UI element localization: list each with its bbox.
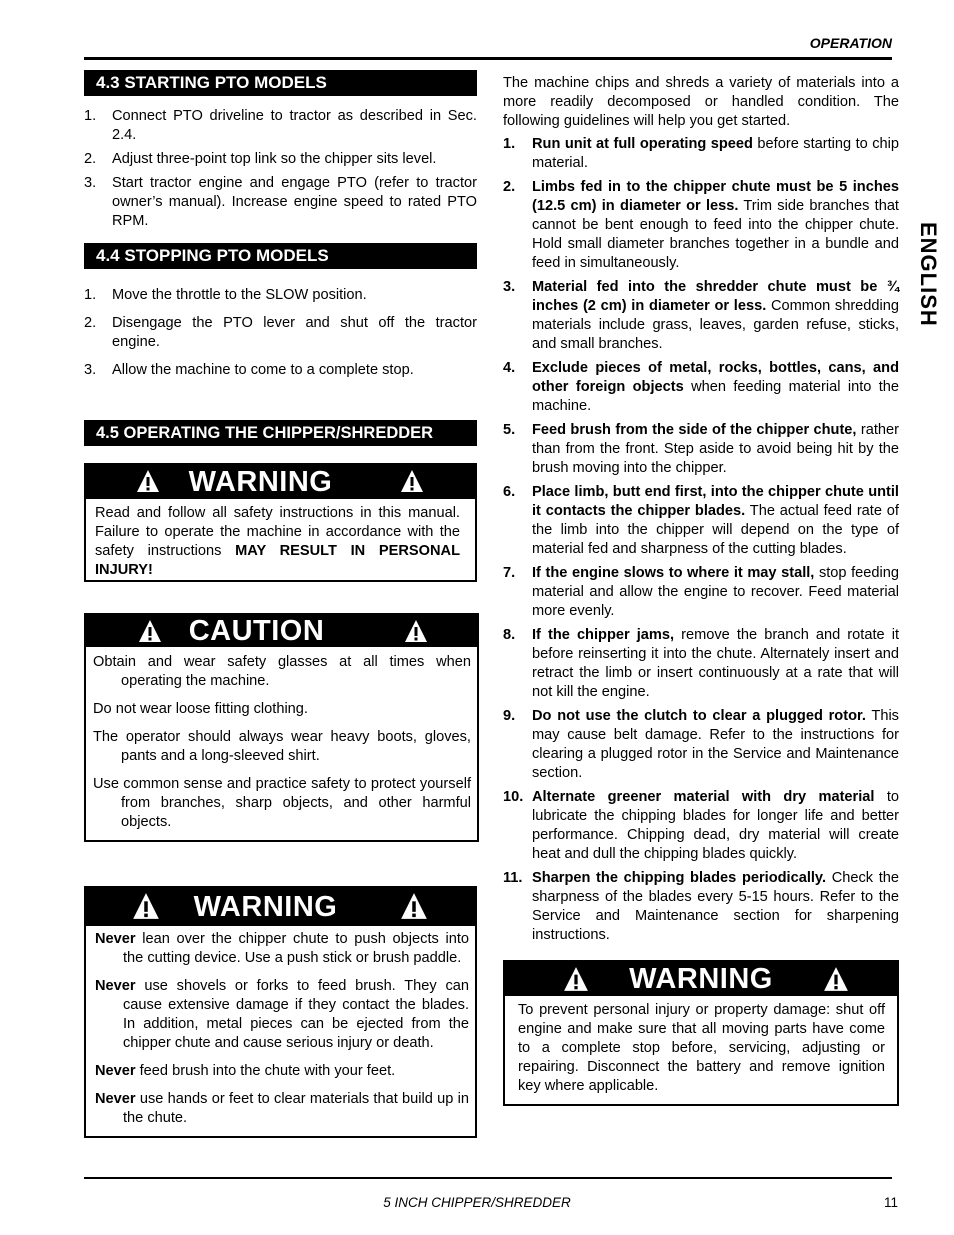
guideline-number: 4. — [503, 360, 516, 376]
warning-triangle-icon — [404, 619, 428, 643]
guideline-item — [503, 564, 899, 621]
list-item — [84, 314, 477, 352]
guideline-text: rather than from the front. Step aside to avoid being hit by the brush moving into the chipper. — [532, 422, 899, 476]
caution-item: Do not wear loose fitting clothing. — [93, 701, 308, 717]
caution-band — [86, 615, 477, 647]
caution-label: CAUTION — [188, 614, 325, 647]
warning-box-never — [84, 886, 477, 1138]
guideline-lead: Place limb, butt end first, into the chipper chute until it contacts the chipper blades. — [532, 484, 899, 519]
guideline-number: 6. — [503, 484, 516, 500]
caution-box — [84, 613, 479, 842]
list-item — [84, 286, 477, 305]
warning-band — [86, 888, 475, 926]
caution-item: The operator should always wear heavy boots, gloves, pants and a long-sleeved shirt. — [93, 729, 471, 764]
step-text: Start tractor engine and engage PTO (refer to tractor owner’s manual). Increase engine speed to rated PTO RPM. — [112, 175, 477, 229]
step-number: 1. — [84, 108, 97, 124]
footer-title: 5 INCH CHIPPER/SHREDDER — [383, 1195, 571, 1210]
step-number: 1. — [84, 287, 97, 303]
guideline-number: 2. — [503, 179, 516, 195]
guideline-text: Check the sharpness of the blades every 5-15 hours. Refer to the Service and Maintenance section for sharpening instructions. — [532, 870, 900, 943]
section-heading-4-3: 4.3 STARTING PTO MODELS — [84, 70, 477, 96]
step-text: Connect PTO driveline to tractor as described in Sec. 2.4. — [112, 108, 477, 143]
running-header: OPERATION — [809, 35, 892, 51]
guideline-item — [503, 707, 899, 783]
intro-paragraph: The machine chips and shreds a variety of materials into a more readily decomposed or handled condition. The following guidelines will help you get started. — [503, 75, 899, 129]
step-text: Move the throttle to the SLOW position. — [112, 287, 367, 303]
step-number: 3. — [84, 175, 97, 191]
guideline-number: 8. — [503, 627, 516, 643]
guideline-item — [503, 788, 899, 864]
guideline-lead: Alternate greener material with dry material — [532, 789, 875, 805]
warning-item-text: use hands or feet to clear materials that build up in the chute. — [123, 1091, 469, 1126]
left-column — [84, 70, 477, 1138]
guideline-lead: Sharpen the chipping blades periodically. — [532, 870, 827, 886]
guideline-number: 1. — [503, 136, 516, 152]
warning-triangle-icon — [132, 892, 160, 920]
guideline-item — [503, 135, 899, 173]
guideline-item — [503, 178, 899, 273]
caution-item: Obtain and wear safety glasses at all times when operating the machine. — [93, 654, 471, 689]
guideline-item — [503, 483, 899, 559]
footer-rule — [84, 1177, 892, 1179]
warning-triangle-icon — [138, 619, 162, 643]
warning-item-text: feed brush into the chute with your feet. — [135, 1063, 396, 1079]
guidelines-list — [503, 135, 899, 945]
guideline-lead: Exclude pieces of metal, rocks, bottles, cans, and other foreign objects — [532, 360, 899, 395]
guideline-number: 7. — [503, 565, 516, 581]
warning-text: To prevent personal injury or property damage: shut off engine and make sure that all moving parts have come to a complete stop before, servicing, adjusting or repairing. Disconnect the battery and remove ignition key where applicable. — [518, 1002, 885, 1094]
list-item — [84, 174, 477, 231]
stopping-steps — [84, 286, 477, 380]
caution-item: Use common sense and practice safety to protect yourself from branches, sharp objects, and other harmful objects. — [93, 776, 471, 830]
warning-triangle-icon — [136, 469, 160, 493]
list-item — [84, 361, 477, 380]
warning-label: WARNING — [188, 465, 333, 498]
guideline-lead: Feed brush from the side of the chipper chute, — [532, 422, 857, 438]
never-lead: Never — [95, 1063, 136, 1079]
list-item — [84, 150, 477, 169]
guideline-text: to lubricate the chipping blades for longer life and better performance. Chipping dead, dry material will create heat and dull the chipping blades quickly. — [532, 789, 899, 862]
guideline-lead: If the chipper jams, — [532, 627, 675, 643]
language-tab: ENGLISH — [916, 222, 941, 327]
warning-item-text: use shovels or forks to feed brush. They can cause extensive damage if they contact the blades. In addition, metal pieces can be ejected from the chipper chute and cause serious injury or death. — [123, 978, 469, 1051]
guideline-text: before starting to chip material. — [532, 136, 900, 171]
list-item — [84, 107, 477, 145]
step-text: Allow the machine to come to a complete stop. — [112, 362, 414, 378]
guideline-text: remove the branch and rotate it before reinserting it into the chute. Alternately insert and retract the limb or insert continuously at a rate that will not kill the engine. — [532, 627, 899, 700]
step-number: 2. — [84, 315, 97, 331]
warning-item — [95, 1062, 469, 1081]
step-text: Disengage the PTO lever and shut off the tractor engine. — [112, 315, 477, 350]
guideline-text: stop feeding material and allow the engine to recover. Feed material more evenly. — [532, 565, 899, 619]
guideline-text: Common shredding materials include grass, leaves, garden refuse, sticks, and small branches. — [532, 298, 899, 352]
warning-triangle-icon — [823, 966, 849, 992]
step-text: Adjust three-point top link so the chipper sits level. — [112, 151, 437, 167]
guideline-number: 9. — [503, 708, 516, 724]
right-column — [503, 74, 899, 1106]
guideline-text: The actual feed rate of the limb into the chipper will depend on the type of material fed and sharpness of the cutting blades. — [532, 503, 899, 557]
guideline-item — [503, 421, 899, 478]
warning-item — [95, 930, 469, 968]
guideline-text: This may cause belt damage. Refer to the instructions for clearing a plugged rotor in the Service and Maintenance section. — [532, 708, 899, 781]
guideline-number: 10. — [503, 789, 524, 805]
page-number: 11 — [883, 1195, 898, 1210]
warning-label: WARNING — [629, 962, 773, 995]
header-rule — [84, 57, 892, 60]
guideline-item — [503, 278, 899, 354]
guideline-text: Trim side branches that cannot be bent enough to feed into the chipper chute. Hold small diameter branches together in a bundle and feed in simultaneously. — [532, 198, 899, 271]
warning-triangle-icon — [563, 966, 589, 992]
section-heading-4-5: 4.5 OPERATING THE CHIPPER/SHREDDER — [84, 420, 477, 446]
warning-item-text: lean over the chipper chute to push objects into the cutting device. Use a push stick or brush paddle. — [123, 931, 469, 966]
guideline-number: 3. — [503, 279, 516, 295]
guideline-lead: Limbs fed in to the chipper chute must be 5 inches (12.5 cm) in diameter or less. — [532, 179, 899, 214]
guideline-number: 5. — [503, 422, 516, 438]
guideline-item — [503, 869, 899, 945]
warning-band — [505, 962, 897, 996]
never-lead: Never — [95, 978, 136, 994]
warning-band — [86, 465, 475, 499]
starting-steps — [84, 107, 477, 231]
warning-item — [95, 977, 469, 1053]
warning-triangle-icon — [400, 892, 428, 920]
step-number: 2. — [84, 151, 97, 167]
warning-triangle-icon — [400, 469, 424, 493]
guideline-number: 11. — [503, 870, 523, 886]
warning-item — [95, 1090, 469, 1128]
guideline-item — [503, 359, 899, 416]
warning-box-servicing — [503, 960, 899, 1106]
never-lead: Never — [95, 1091, 136, 1107]
guideline-text: when feeding material into the machine. — [532, 379, 900, 414]
guideline-lead: Do not use the clutch to clear a plugged rotor. — [532, 708, 866, 724]
guideline-lead: If the engine slows to where it may stall, — [532, 565, 815, 581]
step-number: 3. — [84, 362, 97, 378]
guideline-item — [503, 626, 899, 702]
warning-box-read-instructions — [84, 463, 477, 582]
guideline-lead: Material fed into the shredder chute must be ¾ inches (2 cm) in diameter or less. — [532, 279, 899, 314]
warning-label: WARNING — [193, 890, 338, 923]
section-heading-4-4: 4.4 STOPPING PTO MODELS — [84, 243, 477, 269]
warning-text: Read and follow all safety instructions in this manual. Failure to operate the machine in accordance with the safety instructions MAY RESULT IN PERSONAL INJURY! — [95, 505, 460, 578]
guideline-lead: Run unit at full operating speed — [532, 136, 753, 152]
never-lead: Never — [95, 931, 136, 947]
